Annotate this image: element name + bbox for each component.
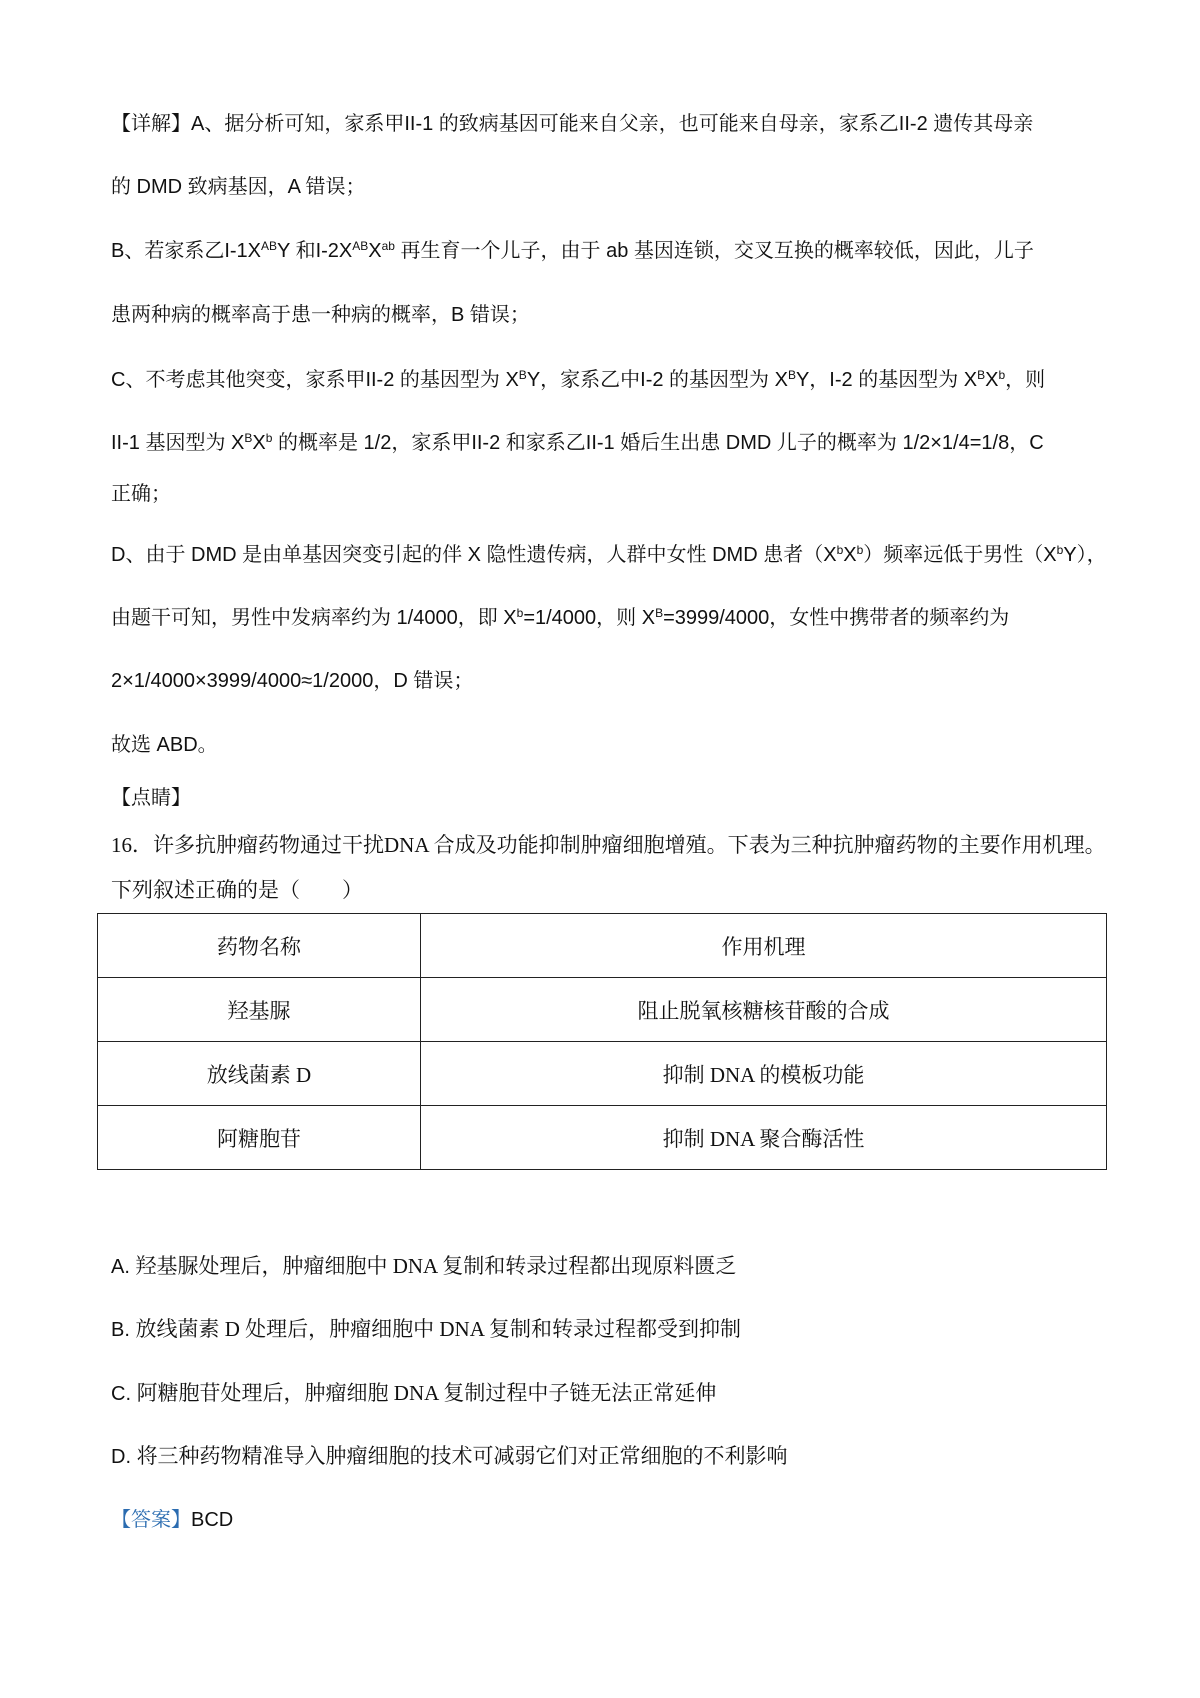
table-cell-mechanism: 抑制 DNA 的模板功能 [421, 1042, 1107, 1106]
table-row [98, 978, 1107, 1042]
table-row [98, 1042, 1107, 1106]
option-d [111, 1442, 788, 1471]
explanation-line-d1: D、由于 DMD 是由单基因突变引起的伴 X 隐性遗传病，人群中女性 DMD 患者$(X^bX^b)$频率远低于男性$(X^bY)$， [111, 543, 1107, 566]
option-b [111, 1315, 741, 1344]
answer-label: 【答案】 [111, 1509, 191, 1531]
option-b-text: 放线菌素 D 处理后，肿瘤细胞中 DNA 复制和转录过程都受到抑制 [135, 1317, 741, 1341]
table-cell-mechanism: 抑制 DNA 聚合酶活性 [421, 1106, 1107, 1170]
option-d-letter: D. [111, 1446, 131, 1468]
explanation-line-c1: C、不考虑其他突变，家系甲II-2 的基因型为 $X^BY$，家系乙中I-2 的基因型为 $X^BY$，I-2 的基因型为 $X^BX^b$，则 [111, 368, 1046, 391]
table-cell-mechanism: 阻止脱氧核糖核苷酸的合成 [421, 978, 1107, 1042]
option-d-text: 将三种药物精准导入肿瘤细胞的技术可减弱它们对正常细胞的不利影响 [136, 1444, 788, 1468]
table-cell-drug: 放线菌素 D [98, 1042, 421, 1106]
table-cell-drug: 阿糖胞苷 [98, 1106, 421, 1170]
explanation-line-b1: B、若家系乙$I-1X^{AB}Y$ 和$I-2X^{AB}X^{ab}$ 再生育一个儿子，由于 ab 基因连锁，交叉互换的概率较低，因此，儿子 [111, 239, 1034, 262]
dianjing-label: 【点睛】 [111, 787, 191, 809]
table-row [98, 1106, 1107, 1170]
question-stem-line2: 下列叙述正确的是（ ） [111, 878, 363, 902]
answer-line [111, 1506, 233, 1534]
table-header-mechanism: 作用机理 [421, 914, 1107, 978]
explanation-line-d2: 由题干可知，男性中发病率约为 1/4000，即 $X^b=1/4000$，则 $X^B=3999/4000$，女性中携带者的频率约为 [111, 606, 1010, 629]
option-a-letter: A. [111, 1256, 130, 1278]
explanation-line-a1: 【详解】A、据分析可知，家系甲II-1 的致病基因可能来自父亲，也可能来自母亲，家系乙II-2 遗传其母亲 [111, 113, 1034, 135]
conclusion-line: 故选 ABD。 [111, 734, 218, 756]
option-a-text: 羟基脲处理后，肿瘤细胞中 DNA 复制和转录过程都出现原料匮乏 [135, 1254, 737, 1278]
option-a [111, 1252, 736, 1281]
explanation-label: 【详解】 [111, 113, 191, 135]
option-c-text: 阿糖胞苷处理后，肿瘤细胞 DNA 复制过程中子链无法正常延伸 [136, 1381, 717, 1405]
question-stem-line1: 16．许多抗肿瘤药物通过干扰DNA 合成及功能抑制肿瘤细胞增殖。下表为三种抗肿瘤药物的主要作用机理。 [111, 833, 1106, 857]
explanation-line-c2: II-1 基因型为 $X^BX^b$ 的概率是 1/2，家系甲II-2 和家系乙II-1 婚后生出患 DMD 儿子的概率为 1/2×1/4=1/8，C [111, 431, 1044, 454]
option-b-letter: B. [111, 1319, 130, 1341]
explanation-line-d3: 2×1/4000×3999/4000≈1/2000，D 错误； [111, 670, 474, 692]
answer-value: BCD [191, 1509, 234, 1531]
table-cell-drug: 羟基脲 [98, 978, 421, 1042]
table-header-row [98, 914, 1107, 978]
table-header-drug: 药物名称 [98, 914, 421, 978]
explanation-line-c3: 正确； [111, 483, 171, 505]
explanation-line-b2: 患两种病的概率高于患一种病的概率，B 错误； [111, 304, 530, 326]
option-c-letter: C. [111, 1383, 131, 1405]
explanation-line-a2: 的 DMD 致病基因，A 错误； [111, 176, 366, 198]
option-c [111, 1379, 716, 1408]
mechanism-table [97, 913, 1107, 1170]
